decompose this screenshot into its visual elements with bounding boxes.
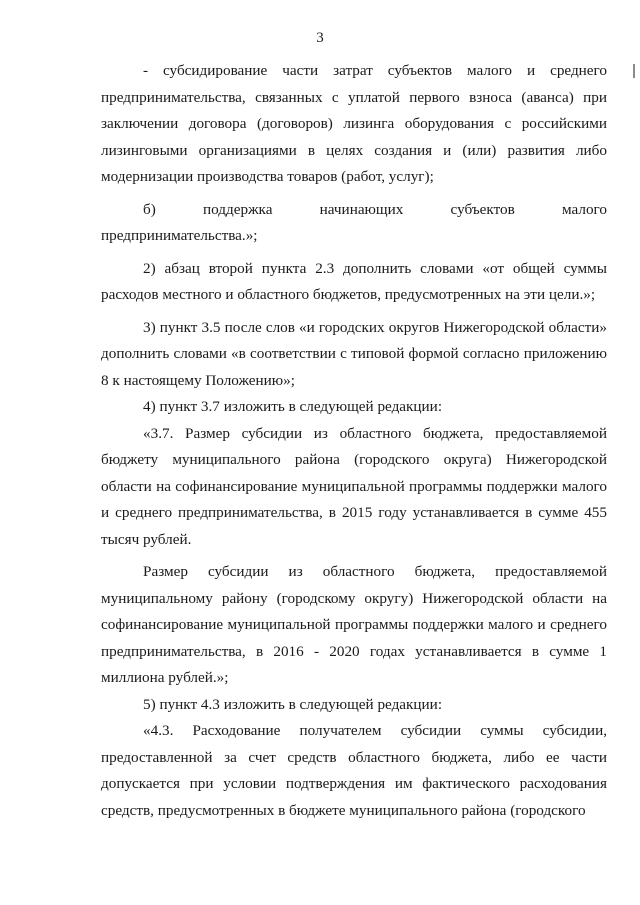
paragraph-item-3: 3) пункт 3.5 после слов «и городских округов Нижегородской области» дополнить словами «в соответствии с типовой формой согласно приложению 8 к настоящему Положению»; bbox=[101, 318, 607, 389]
paragraph-4-3: «4.3. Расходование получателем субсидии суммы субсидии, предоставленной за счет средств областного бюджета, либо ее части допускается при условии подтверждения им фактического расходования средств, предусмотренных в бюджете муниципального района (городского bbox=[101, 722, 607, 819]
edge-mark bbox=[633, 64, 635, 78]
document-body bbox=[101, 58, 607, 824]
paragraph-item-2: 2) абзац второй пункта 2.3 дополнить словами «от общей суммы расходов местного и областного бюджетов, предусмотренных на эти цели.»; bbox=[101, 259, 607, 303]
paragraph-item-4: 4) пункт 3.7 изложить в следующей редакции: bbox=[143, 398, 443, 415]
paragraph-3-7: «3.7. Размер субсидии из областного бюджета, предоставляемой бюджету муниципального района (городского округа) Нижегородской области на софинансирование муниципальной программы поддержки малого и среднего предпринимательства, в 2015 году устанавливается в сумме 455 тысяч рублей. bbox=[101, 424, 607, 548]
paragraph-subsidy-leasing: - субсидирование части затрат субъектов малого и среднего предпринимательства, связанных с уплатой первого взноса (аванса) при заключении договора (договоров) лизинга оборудования с российскими лизинговыми организациями в целях создания и (или) развития либо модернизации производства товаров (работ, услуг); bbox=[101, 62, 607, 185]
paragraph-support-startups: б) поддержка начинающих субъектов малого bbox=[143, 200, 607, 218]
paragraph-subsidy-size: Размер субсидии из областного бюджета, предоставляемой муниципальному району (городскому округу) Нижегородской области на софинансирование муниципальной программы поддержки малого и среднего предпринимательства, в 2016 - 2020 годах устанавливается в сумме 1 миллиона рублей.»; bbox=[101, 563, 607, 686]
paragraph-support-startups-end: предпринимательства.»; bbox=[101, 227, 258, 244]
page-number: 3 bbox=[316, 30, 324, 46]
paragraph-item-5: 5) пункт 4.3 изложить в следующей редакции: bbox=[143, 695, 443, 713]
